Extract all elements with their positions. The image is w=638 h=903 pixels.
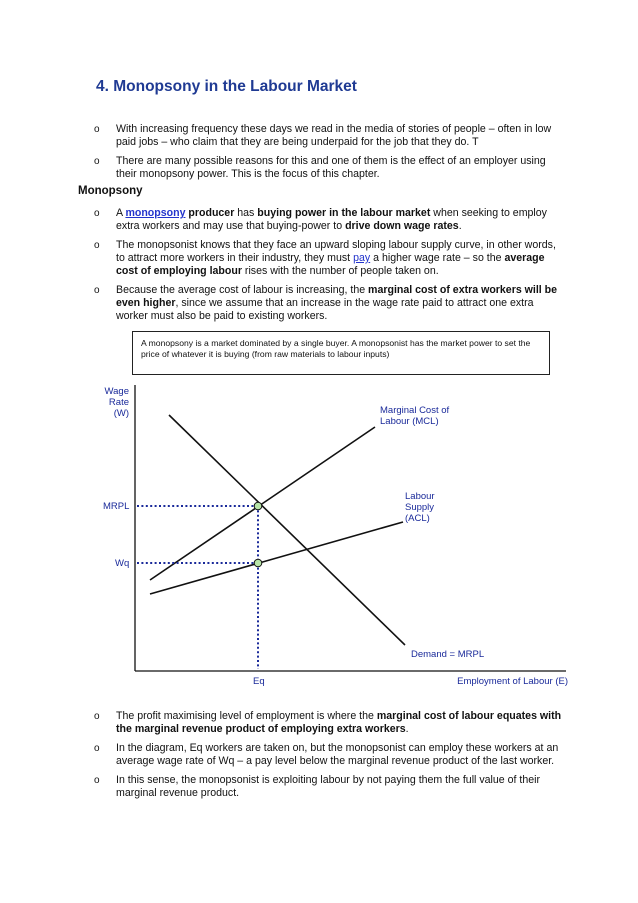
bullet-marker: o: [94, 240, 100, 251]
bullet-text: In this sense, the monopsonist is exploiting labour by not paying them the full value of their marginal revenue product.: [116, 774, 540, 799]
definition-box: A monopsony is a market dominated by a single buyer. A monopsonist has the market power to set the price of whatever it is buying (from raw materials to labour inputs): [132, 331, 550, 375]
list-item: [94, 155, 564, 181]
demand-label: Demand = MRPL: [411, 649, 485, 660]
supply-label-line: Supply: [405, 502, 435, 513]
list-item: [94, 774, 564, 800]
bullet-text: With increasing frequency these days we read in the media of stories of people – often in low paid jobs – who claim that they are being underpaid for the job that they do. T: [116, 123, 552, 148]
bold-text: marginal cost of labour equates with the marginal revenue product of employing extra workers: [116, 710, 562, 735]
y-axis-label-line: Rate: [108, 397, 129, 408]
intro-bullet-list: [94, 123, 564, 187]
conclusion-bullet-list: [94, 710, 564, 806]
bullet-marker: o: [94, 156, 100, 167]
equilibrium-point-mcl: [254, 502, 262, 510]
y-axis-label-line: (W): [113, 408, 129, 419]
bold-text: producer: [185, 207, 235, 219]
labour-supply-curve: [150, 522, 403, 594]
bullet-text: rises with the number of people taken on.: [241, 265, 439, 277]
list-item: [94, 207, 564, 233]
bullet-marker: o: [94, 775, 100, 786]
supply-label-line: Labour: [405, 491, 435, 502]
bullet-text: Because the average cost of labour is increasing, the: [116, 284, 369, 296]
list-item: [94, 123, 564, 149]
equilibrium-point-supply: [254, 559, 262, 567]
eq-tick-label: Eq: [253, 676, 265, 687]
x-axis-label: Employment of Labour (E): [457, 676, 568, 687]
list-item: [94, 742, 564, 768]
monopsony-link[interactable]: monopsony: [125, 207, 186, 219]
bullet-text: The monopsonist knows that they face an upward sloping labour supply curve, in other words, to attract more workers in their industry, they must: [116, 239, 556, 264]
bullet-marker: o: [94, 743, 100, 754]
bullet-text: has: [234, 207, 258, 219]
page-title: 4. Monopsony in the Labour Market: [96, 78, 357, 95]
demand-mrpl-curve: [169, 415, 405, 645]
y-axis-label-line: Wage: [104, 386, 129, 397]
bullet-text: In the diagram, Eq workers are taken on, but the monopsonist can employ these workers at an average wage rate of Wq – a pay level below the marginal revenue product of the last worker.: [116, 742, 559, 767]
monopsony-bullet-list: [94, 207, 564, 329]
bold-text: buying power in the labour market: [257, 207, 431, 219]
wq-tick-label: Wq: [115, 558, 130, 569]
section-title: Monopsony: [78, 185, 143, 197]
monopsony-diagram: [0, 375, 638, 695]
bullet-text: a higher wage rate – so the: [370, 252, 505, 264]
supply-label-line: (ACL): [405, 513, 430, 524]
bullet-marker: o: [94, 285, 100, 296]
bullet-text: .: [458, 220, 462, 232]
bold-text: average cost of employing labour: [116, 252, 545, 277]
bullet-marker: o: [94, 124, 100, 135]
list-item: [94, 239, 564, 278]
mcl-curve: [150, 427, 375, 580]
bullet-text: There are many possible reasons for this and one of them is the effect of an employer using their monopsony power. This is the focus of this chapter.: [116, 155, 546, 180]
list-item: [94, 284, 564, 323]
mcl-label-line: Marginal Cost of: [380, 405, 450, 416]
list-item: [94, 710, 564, 736]
bullet-text: The profit maximising level of employment is where the: [116, 710, 377, 722]
bold-text: marginal cost of extra workers will be even higher: [116, 284, 558, 309]
bullet-marker: o: [94, 208, 100, 219]
bullet-text: .: [405, 723, 409, 735]
bold-text: drive down wage rates: [345, 220, 459, 232]
bullet-text: , since we assume that an increase in the wage rate paid to attract one extra worker must also be paid to existing workers.: [116, 297, 534, 322]
bullet-marker: o: [94, 711, 100, 722]
bullet-text: A: [116, 207, 126, 219]
pay-link[interactable]: pay: [353, 252, 371, 264]
mrpl-tick-label: MRPL: [103, 501, 130, 512]
bullet-text: when seeking to employ extra workers and may use that buying-power to: [116, 207, 547, 232]
mcl-label-line: Labour (MCL): [380, 416, 439, 427]
